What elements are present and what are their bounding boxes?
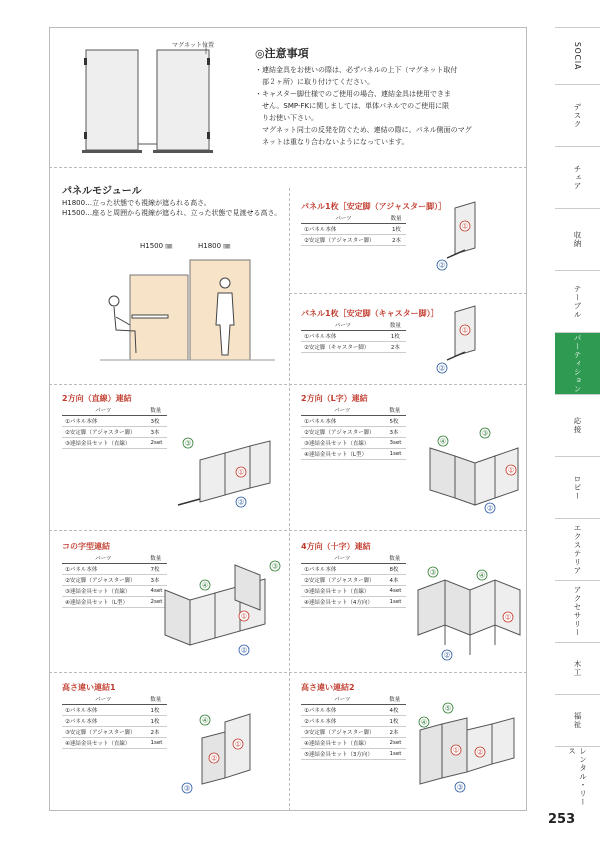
- tab-rental-lease[interactable]: [555, 746, 600, 811]
- marker: ①: [240, 612, 248, 621]
- col-header: パーツ: [301, 694, 383, 705]
- tab-label: 木工: [573, 660, 582, 677]
- col-header: 数量: [385, 320, 406, 331]
- u-shape-connection-diagram: [160, 560, 285, 660]
- col-header: 数量: [144, 553, 167, 564]
- notice-line: ネットは重なり合わないようになっています。: [255, 138, 409, 146]
- h1500-value: H1500: [140, 242, 164, 250]
- cell: 1枚: [383, 716, 406, 727]
- cell: ①パネル本体: [62, 705, 144, 716]
- notice-line: 部２ヶ所）に取り付けてください。: [255, 78, 374, 86]
- col-header: パーツ: [62, 694, 144, 705]
- col-header: パーツ: [62, 405, 144, 416]
- tab-label: エクステリア: [573, 524, 582, 575]
- col-header: パーツ: [301, 553, 383, 564]
- table-row: [301, 449, 406, 460]
- col-header: 数量: [144, 405, 167, 416]
- tab-label: アクセサリー: [573, 586, 582, 637]
- tab-label: 応接: [573, 417, 582, 434]
- cell: 3枚: [144, 416, 167, 427]
- single-caster-panel-diagram: [435, 302, 495, 377]
- table-row: [62, 716, 167, 727]
- height-label-1500: [140, 241, 172, 251]
- tab-table[interactable]: [555, 270, 600, 332]
- divider: [49, 167, 527, 168]
- table-row: [301, 575, 406, 586]
- marker: ④: [478, 571, 486, 580]
- divider: [289, 188, 290, 811]
- notice-line: りお使い下さい。: [255, 114, 318, 122]
- marker: ②: [443, 651, 451, 660]
- table-row: [301, 331, 406, 342]
- page-number: 253: [548, 812, 576, 827]
- table-row: [62, 738, 167, 749]
- cell: ②安定脚（アジャスター脚）: [301, 427, 383, 438]
- parts-table-height-diff-1: [62, 694, 167, 749]
- marker: ②: [237, 498, 245, 507]
- unit: ㎜: [165, 242, 173, 250]
- marker: ④: [201, 581, 209, 590]
- marker: ④: [439, 437, 447, 446]
- cell: 1枚: [144, 716, 167, 727]
- table-row: [62, 727, 167, 738]
- module-desc-h1800: H1800…立った状態でも視線が遮られる高さ。: [62, 199, 211, 207]
- col-header: 数量: [144, 694, 167, 705]
- tab-label: 収納: [573, 231, 582, 248]
- tab-label: パーティション: [573, 333, 582, 394]
- marker: ②: [486, 504, 494, 513]
- parts-table-straight: [62, 405, 167, 449]
- tab-reception[interactable]: [555, 394, 600, 456]
- notice-line: マグネット同士の反発を防ぐため、連結の際に、パネル側面のマグ: [255, 126, 472, 134]
- marker: ③: [456, 783, 464, 792]
- cell: 2set: [144, 438, 167, 449]
- table-row: [301, 342, 406, 353]
- cell: ①パネル本体: [301, 705, 383, 716]
- notice-line: せん。SMP-FKに関しましては、単体パネルでのご使用に限: [255, 102, 450, 110]
- cell: 1set: [383, 449, 406, 460]
- cell: ③安定脚（アジャスター脚）: [301, 727, 383, 738]
- l-shape-connection-diagram: [425, 428, 525, 518]
- cell: 1枚: [386, 224, 406, 235]
- module-title: パネルモジュール: [62, 186, 142, 197]
- cell: ①パネル本体: [62, 564, 144, 575]
- cell: 4本: [383, 575, 406, 586]
- marker: ③: [481, 429, 489, 438]
- cell: ④連結金具セット（L型）: [62, 597, 144, 608]
- table-row: [301, 586, 406, 597]
- module-description: [62, 198, 281, 218]
- unit: ㎜: [223, 242, 231, 250]
- marker: ②: [438, 364, 446, 373]
- cell: 1枚: [144, 705, 167, 716]
- cell: 3本: [383, 427, 406, 438]
- table-row: [301, 597, 406, 608]
- module-illustration: [100, 255, 275, 370]
- parts-table-u-shape: [62, 553, 167, 608]
- divider: [49, 384, 527, 385]
- table-row: [62, 416, 167, 427]
- col-header: 数量: [383, 405, 406, 416]
- tab-label: テーブル: [573, 284, 582, 319]
- single-panel-diagram: [435, 198, 495, 273]
- cell: ④連結金具セット（4方向）: [301, 597, 383, 608]
- marker: ①: [504, 613, 512, 622]
- cell: 4set: [383, 586, 406, 597]
- cross-connection-diagram: [410, 565, 525, 665]
- cell: ②安定脚（アジャスター脚）: [62, 427, 144, 438]
- cell: ②パネル本体: [62, 716, 144, 727]
- tab-label: デスク: [573, 102, 582, 129]
- cell: ③連結金具セット（直線）: [301, 438, 383, 449]
- marker: ⑤: [444, 704, 452, 713]
- table-row: [301, 416, 406, 427]
- cell: ④連結金具セット（直線）: [301, 738, 383, 749]
- tab-desk[interactable]: [555, 84, 600, 146]
- table-row: [62, 597, 167, 608]
- marker: ①: [237, 468, 245, 477]
- cell: ②パネル本体: [301, 716, 383, 727]
- section-title-straight: 2方向（直線）連結: [62, 394, 132, 403]
- marker: ①: [461, 222, 469, 231]
- cell: 4枚: [383, 705, 406, 716]
- marker: ②: [438, 261, 446, 270]
- tab-label: 福祉: [573, 712, 582, 729]
- col-header: 数量: [386, 213, 406, 224]
- cell: 2set: [144, 597, 167, 608]
- cell: 1set: [144, 738, 167, 749]
- marker: ③: [183, 784, 191, 793]
- cell: 7枚: [144, 564, 167, 575]
- tab-partition[interactable]: [555, 332, 600, 394]
- category-sidebar: [555, 27, 600, 811]
- cell: 1枚: [385, 331, 406, 342]
- table-row: [301, 738, 406, 749]
- marker: ①: [507, 466, 515, 475]
- table-row: [301, 438, 406, 449]
- section-title-single-caster: パネル1枚［安定脚（キャスター脚）］: [301, 309, 439, 318]
- height-label-1800: [198, 241, 230, 251]
- marker: ③: [271, 562, 279, 571]
- cell: ③連結金具セット（直線）: [301, 586, 383, 597]
- tab-accessory[interactable]: [555, 580, 600, 642]
- notice-line: ・キャスター脚仕様でのご使用の場合、連結金具は使用できま: [255, 90, 451, 98]
- cell: 1set: [383, 597, 406, 608]
- parts-table-single-adjuster: [301, 213, 406, 246]
- cell: ②安定脚（アジャスター脚）: [62, 575, 144, 586]
- tab-label: チェア: [573, 164, 582, 191]
- marker: ①: [234, 740, 242, 749]
- table-row: [62, 438, 167, 449]
- cell: 2本: [144, 727, 167, 738]
- cell: ④連結金具セット（直線）: [62, 738, 144, 749]
- cell: ①パネル本体: [62, 416, 144, 427]
- marker: ③: [429, 568, 437, 577]
- col-header: パーツ: [62, 553, 144, 564]
- marker: ②: [240, 646, 248, 655]
- cell: ①パネル本体: [301, 564, 383, 575]
- col-header: 数量: [383, 553, 406, 564]
- cell: ①パネル本体: [301, 331, 385, 342]
- cell: ②安定脚（アジャスター脚）: [301, 235, 386, 246]
- cell: ②安定脚（キャスター脚）: [301, 342, 385, 353]
- marker: ②: [210, 754, 218, 763]
- marker: ③: [184, 439, 192, 448]
- table-row: [301, 427, 406, 438]
- section-title-l-shape: 2方向（L字）連結: [301, 394, 368, 403]
- tab-lobby[interactable]: [555, 456, 600, 518]
- table-row: [301, 716, 406, 727]
- magnet-position-label: マグネット位置: [172, 42, 214, 49]
- cell: ①パネル本体: [301, 416, 383, 427]
- table-row: [301, 224, 406, 235]
- cell: ②安定脚（アジャスター脚）: [301, 575, 383, 586]
- cell: 4set: [144, 586, 167, 597]
- cell: 8枚: [383, 564, 406, 575]
- col-header: 数量: [383, 694, 406, 705]
- section-title-height-diff-2: 高さ違い連結2: [301, 683, 355, 692]
- table-row: [301, 727, 406, 738]
- cell: 2本: [383, 727, 406, 738]
- marker: ④: [201, 716, 209, 725]
- section-title-cross: 4方向（十字）連結: [301, 542, 371, 551]
- cell: 2set: [383, 738, 406, 749]
- parts-table-height-diff-2: [301, 694, 406, 760]
- height-diff-1-diagram: [180, 708, 270, 798]
- col-header: パーツ: [301, 213, 386, 224]
- table-row: [62, 427, 167, 438]
- section-title-height-diff-1: 高さ違い連結1: [62, 683, 116, 692]
- height-diff-2-diagram: [412, 700, 524, 800]
- cell: 3本: [144, 575, 167, 586]
- section-title-single-adjuster: パネル1枚［安定脚（アジャスター脚）］: [301, 202, 447, 211]
- tab-label: SOCIA: [573, 41, 582, 71]
- parts-table-l-shape: [301, 405, 406, 460]
- straight-connection-diagram: [175, 435, 275, 515]
- table-row: [62, 564, 167, 575]
- tab-label: ロビー: [573, 474, 582, 501]
- cell: 3本: [144, 427, 167, 438]
- cell: ③連結金具セット（直線）: [62, 438, 144, 449]
- notice-body: [255, 64, 523, 148]
- divider: [289, 293, 527, 294]
- cell: 3set: [383, 438, 406, 449]
- col-header: パーツ: [301, 320, 385, 331]
- tab-welfare[interactable]: [555, 694, 600, 746]
- table-row: [301, 564, 406, 575]
- cell: 2本: [385, 342, 406, 353]
- marker: ④: [420, 718, 428, 727]
- tab-storage[interactable]: [555, 208, 600, 270]
- cell: ⑤連結金具セット（3方向）: [301, 749, 383, 760]
- notice-title: ◎注意事項: [255, 47, 309, 60]
- table-row: [301, 235, 406, 246]
- parts-table-single-caster: [301, 320, 406, 353]
- tab-socia[interactable]: [555, 27, 600, 84]
- tab-chair[interactable]: [555, 146, 600, 208]
- notice-line: ・連結金具をお使いの際は、必ずパネルの上下（マグネット取付: [255, 66, 458, 74]
- marker: ①: [452, 746, 460, 755]
- cell: ④連結金具セット（L型）: [301, 449, 383, 460]
- tab-label: レンタル・リース: [567, 747, 588, 807]
- cell: ③連結金具セット（直線）: [62, 586, 144, 597]
- tab-exterior[interactable]: [555, 518, 600, 580]
- table-row: [301, 749, 406, 760]
- divider: [49, 672, 527, 673]
- marker: ②: [476, 748, 484, 757]
- cell: ③安定脚（アジャスター脚）: [62, 727, 144, 738]
- cell: ①パネル本体: [301, 224, 386, 235]
- table-row: [62, 575, 167, 586]
- marker: ①: [461, 326, 469, 335]
- cell: 1set: [383, 749, 406, 760]
- magnet-diagram: [80, 44, 220, 164]
- parts-table-cross: [301, 553, 406, 608]
- h1800-value: H1800: [198, 242, 222, 250]
- divider: [49, 530, 527, 531]
- table-row: [301, 705, 406, 716]
- tab-woodwork[interactable]: [555, 642, 600, 694]
- table-row: [62, 586, 167, 597]
- section-title-u-shape: コの字型連結: [62, 542, 110, 551]
- module-desc-h1500: H1500…座ると周囲から視線が遮られ、立った状態で見渡せる高さ。: [62, 209, 282, 217]
- table-row: [62, 705, 167, 716]
- cell: 5枚: [383, 416, 406, 427]
- col-header: パーツ: [301, 405, 383, 416]
- cell: 2本: [386, 235, 406, 246]
